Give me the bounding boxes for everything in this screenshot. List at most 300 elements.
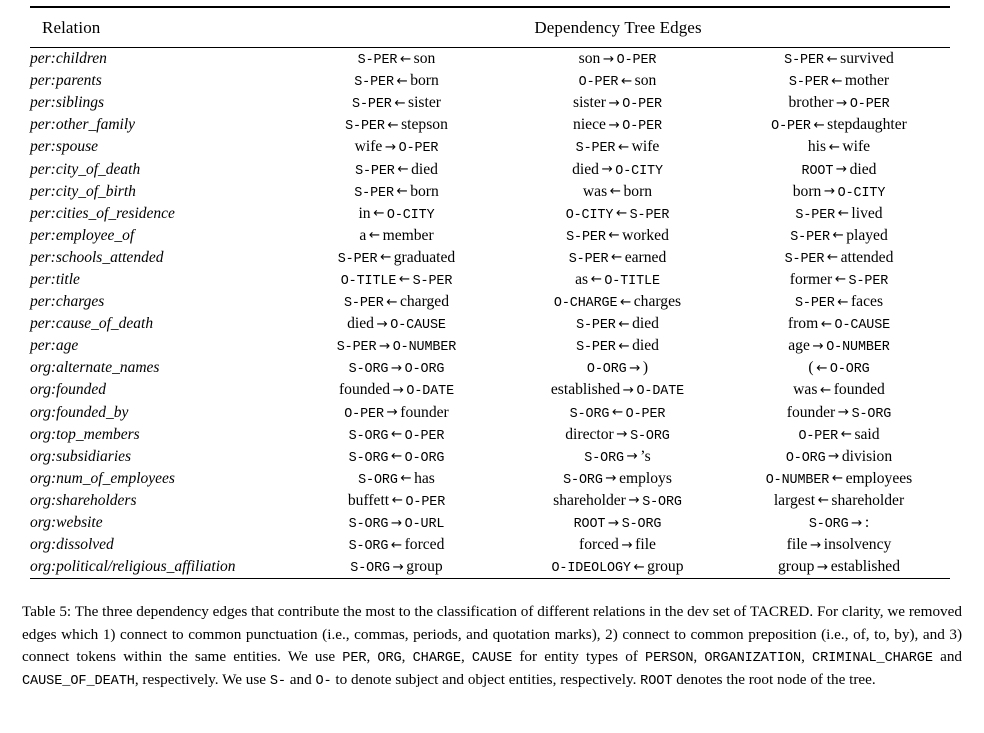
entity-type-token: S-PER (576, 340, 616, 356)
dependency-edge (286, 92, 507, 114)
left-arrow-icon: ← (396, 183, 408, 200)
left-arrow-icon: ← (590, 271, 602, 288)
right-arrow-icon: → (376, 315, 388, 332)
entity-type-token: O-ORG (404, 450, 445, 466)
word-token: age (788, 337, 810, 355)
dependency-edge (507, 335, 728, 357)
right-arrow-icon: → (816, 558, 829, 575)
right-arrow-icon: → (812, 337, 824, 354)
word-token: wife (354, 138, 383, 156)
word-token: charges (633, 293, 682, 311)
entity-type-token: O-PER (405, 494, 446, 510)
entity-type-token: S-PER (568, 251, 609, 267)
dependency-edge (728, 136, 950, 158)
word-token: shareholder (553, 491, 626, 509)
left-arrow-icon: ← (608, 227, 620, 244)
caption-mono-token: CHARGE (412, 650, 461, 666)
left-arrow-icon: ← (837, 205, 849, 222)
table-row (30, 424, 950, 446)
right-arrow-icon: → (608, 94, 620, 111)
dependency-edge (507, 70, 728, 92)
word-token: survived (840, 50, 894, 68)
word-token: ’s (640, 447, 651, 465)
entity-type-token: S-PER (343, 296, 384, 312)
word-token: sister (408, 94, 441, 112)
caption-text: denotes the root node of the tree. (672, 670, 876, 688)
entity-type-token: S-ORG (348, 428, 389, 444)
left-arrow-icon: ← (387, 116, 399, 133)
dependency-edge (286, 225, 507, 247)
relation-label: org:shareholders (30, 491, 137, 509)
entity-type-token: S-ORG (348, 539, 389, 555)
table-row (30, 203, 950, 225)
entity-type-token: S-PER (337, 251, 378, 267)
table-row (30, 136, 950, 158)
entity-type-token: S-ORG (358, 472, 398, 488)
word-token: died (411, 160, 438, 178)
left-arrow-icon: ← (832, 227, 844, 244)
word-token: forced (579, 536, 619, 554)
caption-mono-token: O- (315, 673, 332, 689)
entity-type-token: S-PER (794, 296, 835, 312)
entity-type-token: O-PER (771, 119, 811, 135)
word-token: has (414, 469, 435, 487)
left-arrow-icon: ← (826, 249, 839, 266)
caption-mono-token: CRIMINAL_CHARGE (812, 650, 933, 666)
word-token: faces (850, 293, 884, 311)
word-token: largest (773, 491, 816, 509)
dependency-edge (728, 158, 950, 180)
dependency-edge (286, 424, 507, 446)
dependency-edge (286, 468, 507, 490)
left-arrow-icon: ← (611, 404, 624, 421)
dependency-edge (286, 269, 507, 291)
dependency-edge (286, 181, 507, 203)
relation-label: per:city_of_death (30, 160, 141, 178)
right-arrow-icon: → (622, 381, 634, 398)
left-arrow-icon: ← (609, 183, 621, 200)
right-arrow-icon: → (616, 426, 628, 443)
word-token: said (854, 425, 880, 443)
entity-type-token: S-ORG (348, 517, 389, 533)
caption-mono-token: PERSON (645, 650, 694, 666)
word-token: employs (619, 469, 672, 487)
right-arrow-icon: → (390, 514, 403, 531)
dependency-edge (507, 512, 728, 534)
right-arrow-icon: → (607, 514, 620, 531)
table-footer (30, 579, 950, 580)
dependency-edge (507, 247, 728, 269)
dependency-edge (286, 512, 507, 534)
entity-type-token: S-PER (788, 75, 829, 91)
left-arrow-icon: ← (826, 50, 838, 67)
word-token: group (406, 558, 443, 576)
left-arrow-icon: ← (620, 72, 633, 89)
table-body (30, 48, 950, 579)
left-arrow-icon: ← (819, 381, 832, 398)
word-token: founded (833, 381, 885, 399)
relation-label: per:spouse (30, 138, 99, 156)
dependency-edge (507, 136, 728, 158)
table-row (30, 158, 950, 180)
table-row (30, 291, 950, 313)
dependency-edges-table (30, 6, 950, 579)
caption-mono-token: ROOT (640, 673, 673, 689)
relation-label: org:website (30, 514, 103, 532)
word-token: worked (622, 226, 669, 244)
entity-type-token: S-PER (412, 273, 453, 289)
dependency-edge (728, 48, 950, 70)
word-token: group (647, 558, 684, 576)
dependency-edge (728, 534, 950, 556)
left-arrow-icon: ← (398, 271, 411, 288)
entity-type-token: O-PER (798, 428, 839, 444)
word-token: file (635, 536, 656, 554)
table-header (30, 7, 950, 49)
word-token: shareholder (831, 491, 905, 509)
caption-text: Table 5: The three dependency edges that contribute the most to the classification of different relations in the dev set of TACRED. For clarity, we removed edges which 1) connect to common punctuation (i.e., commas, periods, and quotation marks), 2) connect to common preposition (i.e., of, to, by), and 3) connect tokens within the same entities. We use (22, 603, 962, 665)
entity-type-token: O-PER (578, 75, 619, 91)
word-token: founded (338, 381, 391, 399)
table-row (30, 534, 950, 556)
entity-type-token: S-ORG (348, 362, 389, 378)
right-arrow-icon: → (621, 536, 633, 553)
entity-type-token: S-PER (336, 340, 377, 356)
relation-label: org:founded_by (30, 403, 129, 421)
left-arrow-icon: ← (834, 271, 847, 288)
entity-type-token: S-ORG (808, 517, 849, 533)
entity-type-token: O-PER (404, 428, 445, 444)
caption-text: and (285, 670, 316, 688)
entity-type-token: O-PER (344, 406, 384, 422)
word-token: wife (631, 138, 660, 156)
left-arrow-icon: ← (816, 359, 828, 376)
entity-type-token: O-DATE (636, 384, 685, 400)
caption-text: , (801, 647, 813, 665)
column-header-relation: Relation (42, 18, 101, 37)
word-token: died (849, 160, 877, 178)
entity-type-token: O-PER (616, 53, 657, 69)
relation-label: per:schools_attended (30, 248, 164, 266)
right-arrow-icon: → (390, 359, 403, 376)
left-arrow-icon: ← (820, 315, 833, 332)
right-arrow-icon: → (392, 558, 404, 575)
word-token: file (786, 536, 808, 554)
left-arrow-icon: ← (396, 72, 408, 89)
entity-type-token: S-ORG (563, 472, 603, 488)
left-arrow-icon: ← (386, 293, 398, 310)
entity-type-token: O-ORG (586, 362, 627, 378)
relation-label: per:city_of_birth (30, 182, 136, 200)
table-container (30, 0, 954, 579)
entity-type-token: O-TITLE (604, 273, 660, 289)
table-row (30, 114, 950, 136)
table-row (30, 379, 950, 401)
entity-type-token: S-ORG (630, 428, 670, 444)
entity-type-token: S-PER (355, 163, 395, 179)
word-token: was (793, 381, 818, 399)
right-arrow-icon: → (392, 381, 404, 398)
word-token: son (413, 50, 436, 68)
left-arrow-icon: ← (828, 138, 840, 155)
entity-type-token: S-PER (784, 251, 825, 267)
relation-label: per:children (30, 50, 107, 68)
dependency-edge (728, 446, 950, 468)
word-token: stepdaughter (827, 116, 907, 134)
dependency-edge (507, 490, 728, 512)
left-arrow-icon: ← (397, 161, 409, 178)
entity-type-token: S-PER (354, 185, 394, 201)
dependency-edge (286, 379, 507, 401)
dependency-edge (286, 446, 507, 468)
header-row (30, 11, 950, 48)
dependency-edge (286, 534, 507, 556)
caption-text: , (366, 647, 378, 665)
relation-label: org:political/religious_affiliation (30, 558, 236, 576)
table-row (30, 357, 950, 379)
table-caption (22, 601, 962, 692)
entity-type-token: O-TITLE (340, 273, 397, 289)
word-token: niece (573, 116, 606, 134)
dependency-edge (507, 225, 728, 247)
relation-label: per:cause_of_death (30, 315, 154, 333)
entity-type-token: O-PER (849, 97, 890, 113)
dependency-edge (286, 48, 507, 70)
table-row (30, 512, 950, 534)
word-token: founder (400, 403, 449, 421)
right-arrow-icon: → (626, 448, 638, 465)
left-arrow-icon: ← (610, 249, 623, 266)
word-token: division (841, 447, 893, 465)
right-arrow-icon: → (386, 404, 398, 421)
left-arrow-icon: ← (617, 138, 630, 155)
dependency-edge (728, 379, 950, 401)
relation-label: per:employee_of (30, 226, 135, 244)
entity-type-token: S-PER (576, 318, 616, 334)
dependency-edge (286, 313, 507, 335)
entity-type-token: O-URL (404, 517, 445, 533)
dependency-edge (507, 534, 728, 556)
relation-label: per:charges (30, 293, 105, 311)
right-arrow-icon: → (851, 514, 863, 531)
word-token: his (807, 138, 827, 156)
dependency-edge (286, 136, 507, 158)
word-token: a (359, 226, 367, 244)
relation-label: per:parents (30, 72, 102, 90)
word-token: established (830, 558, 900, 576)
right-arrow-icon: → (809, 536, 822, 553)
left-arrow-icon: ← (373, 205, 385, 222)
entity-type-token: S-PER (795, 207, 836, 223)
dependency-edge (507, 158, 728, 180)
entity-type-token: O-ORG (829, 362, 870, 378)
dependency-edge (728, 114, 950, 136)
caption-text: , respectively. We use (134, 670, 270, 688)
left-arrow-icon: ← (394, 94, 406, 111)
dependency-edge (728, 424, 950, 446)
entity-type-token: ROOT (801, 163, 834, 179)
dependency-edge (507, 181, 728, 203)
word-token: lived (851, 204, 883, 222)
caption-mono-token: CAUSE_OF_DEATH (22, 673, 135, 689)
dependency-edge (286, 556, 507, 579)
left-arrow-icon: ← (379, 249, 392, 266)
left-arrow-icon: ← (390, 426, 403, 443)
entity-type-token: O-CAUSE (834, 318, 891, 334)
right-arrow-icon: → (601, 161, 613, 178)
table-row (30, 70, 950, 92)
word-token: attended (840, 248, 894, 266)
word-token: born (410, 182, 439, 200)
word-token: sister (573, 94, 606, 112)
dependency-edge (728, 181, 950, 203)
column-header-dependency-tree-edges: Dependency Tree Edges (534, 18, 702, 37)
word-token: former (789, 270, 833, 288)
entity-type-token: S-PER (566, 229, 606, 245)
left-arrow-icon: ← (391, 492, 403, 509)
dependency-edge (507, 291, 728, 313)
word-token: son (578, 50, 601, 68)
dependency-edge (286, 402, 507, 424)
table-row (30, 181, 950, 203)
table-row (30, 269, 950, 291)
word-token: established (550, 381, 621, 399)
right-arrow-icon: → (628, 492, 640, 509)
left-arrow-icon: ← (813, 116, 825, 133)
entity-type-token: O-NUMBER (765, 472, 830, 488)
right-arrow-icon: → (608, 116, 620, 133)
relation-label: per:siblings (30, 94, 105, 112)
left-arrow-icon: ← (837, 293, 849, 310)
dependency-edge (728, 357, 950, 379)
right-arrow-icon: → (837, 404, 850, 421)
dependency-edge (286, 247, 507, 269)
entity-type-token: S-ORG (350, 561, 390, 577)
entity-type-token: S-ORG (584, 450, 624, 466)
relation-label: org:num_of_employees (30, 469, 175, 487)
dependency-edge (507, 402, 728, 424)
entity-type-token: S-ORG (621, 517, 662, 533)
dependency-edge (286, 114, 507, 136)
entity-type-token: O-PER (625, 406, 666, 422)
word-token: stepson (401, 116, 448, 134)
entity-type-token: O-PER (622, 119, 662, 135)
left-arrow-icon: ← (831, 72, 843, 89)
dependency-edge (507, 203, 728, 225)
right-arrow-icon: → (629, 359, 641, 376)
entity-type-token: O-PER (398, 141, 439, 157)
relation-label: per:cities_of_residence (30, 204, 175, 222)
dependency-edge (728, 512, 950, 534)
right-arrow-icon: → (835, 161, 848, 178)
table-row (30, 468, 950, 490)
word-token: born (410, 72, 439, 90)
dependency-edge (728, 402, 950, 424)
word-token: brother (788, 94, 834, 112)
dependency-edge (728, 313, 950, 335)
right-arrow-icon: → (828, 448, 840, 465)
dependency-edge (286, 158, 507, 180)
dependency-edge (507, 556, 728, 579)
relation-label: org:alternate_names (30, 359, 160, 377)
word-token: founder (786, 403, 836, 421)
entity-type-token: O-PER (622, 97, 662, 113)
entity-type-token: O-CITY (837, 185, 886, 201)
dependency-edge (507, 468, 728, 490)
dependency-edge (728, 468, 950, 490)
caption-mono-token: ORG (377, 650, 402, 666)
dependency-edge (286, 70, 507, 92)
entity-type-token: O-CITY (386, 207, 435, 223)
word-token: born (623, 182, 653, 200)
word-token: wife (842, 138, 871, 156)
dependency-edge (728, 269, 950, 291)
right-arrow-icon: → (605, 470, 617, 487)
entity-type-token: S-PER (629, 207, 670, 223)
relation-label: org:top_members (30, 425, 140, 443)
table-row (30, 313, 950, 335)
word-token: born (792, 182, 822, 200)
relation-label: org:founded (30, 381, 107, 399)
dependency-edge (286, 203, 507, 225)
relation-label: per:age (30, 337, 79, 355)
dependency-edge (507, 379, 728, 401)
dependency-edge (728, 70, 950, 92)
left-arrow-icon: ← (399, 50, 412, 67)
entity-type-token: S-PER (352, 97, 392, 113)
table-row (30, 446, 950, 468)
dependency-edge (728, 556, 950, 579)
entity-type-token: S-PER (790, 229, 830, 245)
relation-label: per:other_family (30, 116, 136, 134)
dependency-edge (507, 92, 728, 114)
dependency-edge (507, 424, 728, 446)
entity-type-token: S-PER (357, 53, 398, 69)
entity-type-token: O-CITY (615, 163, 663, 179)
dependency-edge (507, 48, 728, 70)
dependency-edge (728, 203, 950, 225)
dependency-edge (286, 490, 507, 512)
left-arrow-icon: ← (619, 293, 632, 310)
dependency-edge (507, 357, 728, 379)
dependency-edge (507, 114, 728, 136)
dependency-edge (286, 291, 507, 313)
table-row (30, 556, 950, 579)
right-arrow-icon: → (836, 94, 848, 111)
entity-type-token: S-ORG (642, 494, 682, 510)
caption-mono-token: CAUSE (471, 650, 513, 666)
dependency-edge (728, 225, 950, 247)
table-row (30, 92, 950, 114)
right-arrow-icon: → (823, 183, 836, 200)
dependency-edge (728, 92, 950, 114)
word-token: forced (404, 536, 445, 554)
left-arrow-icon: ← (615, 205, 628, 222)
entity-type-token: S-ORG (348, 450, 389, 466)
word-token: : (864, 514, 870, 532)
table-row (30, 490, 950, 512)
word-token: employees (845, 469, 913, 487)
word-token: son (634, 72, 657, 90)
word-token: director (565, 425, 614, 443)
left-arrow-icon: ← (831, 470, 844, 487)
table-row (30, 335, 950, 357)
word-token: died (347, 315, 374, 333)
entity-type-token: S-PER (354, 75, 394, 91)
left-arrow-icon: ← (400, 470, 412, 487)
entity-type-token: O-CAUSE (390, 318, 446, 334)
relation-label: org:subsidiaries (30, 447, 132, 465)
